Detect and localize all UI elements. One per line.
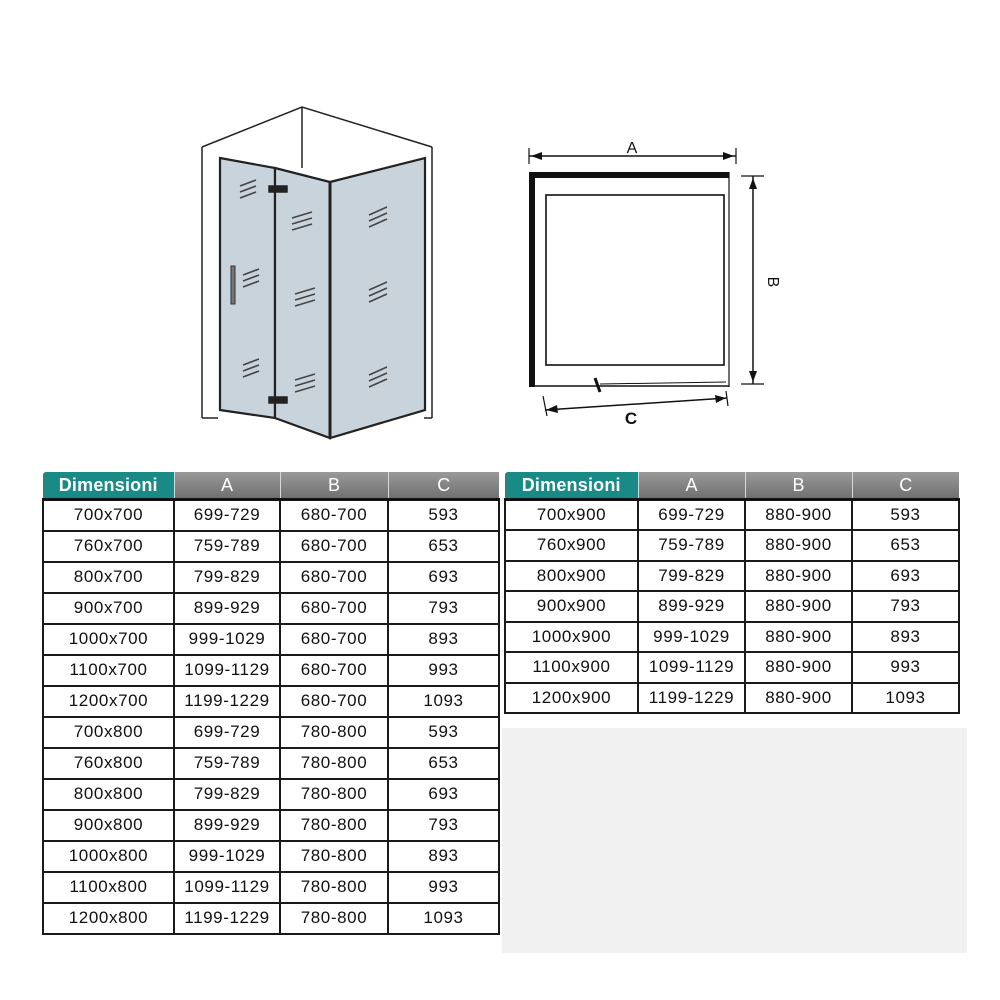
header-dimensioni: Dimensioni [43,472,174,500]
header-a: A [174,472,280,500]
cell-dimensioni: 900x800 [43,810,174,841]
table-row [505,683,959,714]
cell-a: 899-929 [174,593,280,624]
cell-b: 680-700 [280,531,388,562]
dimensions-table-right [504,472,960,714]
table-row [505,622,959,653]
table-row [43,903,499,934]
cell-c: 793 [388,593,499,624]
cell-a: 1199-1229 [638,683,745,714]
cell-dimensioni: 1000x900 [505,622,638,653]
table-row [505,652,959,683]
table-row [505,561,959,592]
cell-c: 993 [852,652,959,683]
cell-c: 593 [388,500,499,531]
table-row [43,717,499,748]
cell-a: 799-829 [174,562,280,593]
cell-c: 793 [388,810,499,841]
cell-a: 799-829 [638,561,745,592]
cell-a: 699-729 [174,717,280,748]
cell-a: 759-789 [174,748,280,779]
cell-dimensioni: 700x900 [505,500,638,531]
cell-dimensioni: 800x800 [43,779,174,810]
cell-b: 880-900 [745,500,852,531]
cell-dimensioni: 1100x700 [43,655,174,686]
cell-dimensioni: 1000x700 [43,624,174,655]
cell-b: 680-700 [280,686,388,717]
cell-c: 693 [388,779,499,810]
cell-b: 780-800 [280,903,388,934]
table-row [43,531,499,562]
shower-enclosure-3d [202,107,432,438]
cell-c: 693 [852,561,959,592]
cell-a: 999-1029 [174,624,280,655]
label-a: A [626,140,638,157]
cell-a: 1099-1129 [174,655,280,686]
cell-dimensioni: 700x800 [43,717,174,748]
cell-b: 680-700 [280,500,388,531]
cell-b: 880-900 [745,591,852,622]
header-c: C [852,472,959,500]
cell-c: 1093 [852,683,959,714]
cell-c: 653 [388,531,499,562]
product-illustration [0,0,1000,470]
table-row [43,872,499,903]
cell-b: 880-900 [745,683,852,714]
table-row [43,841,499,872]
cell-dimensioni: 1100x800 [43,872,174,903]
cell-b: 780-800 [280,717,388,748]
label-c: C [624,409,638,428]
cell-a: 1099-1129 [638,652,745,683]
cell-c: 893 [388,624,499,655]
cell-dimensioni: 760x800 [43,748,174,779]
table-row [505,500,959,531]
cell-c: 593 [388,717,499,748]
cell-dimensioni: 1200x900 [505,683,638,714]
cell-c: 893 [852,622,959,653]
table-header [43,472,499,500]
cell-dimensioni: 760x900 [505,530,638,561]
table-row [43,562,499,593]
cell-b: 780-800 [280,748,388,779]
cell-a: 999-1029 [174,841,280,872]
cell-dimensioni: 700x700 [43,500,174,531]
cell-b: 880-900 [745,622,852,653]
cell-b: 880-900 [745,652,852,683]
dimensions-table-left [42,472,500,935]
cell-a: 899-929 [174,810,280,841]
cell-a: 1199-1229 [174,686,280,717]
empty-panel [502,728,967,953]
cell-dimensioni: 760x700 [43,531,174,562]
cell-dimensioni: 1000x800 [43,841,174,872]
cell-c: 653 [388,748,499,779]
table-row [505,591,959,622]
cell-c: 793 [852,591,959,622]
header-dimensioni: Dimensioni [505,472,638,500]
cell-b: 780-800 [280,810,388,841]
table-header [505,472,959,500]
cell-c: 993 [388,872,499,903]
cell-b: 680-700 [280,655,388,686]
dimension-diagram [529,148,764,416]
cell-b: 880-900 [745,561,852,592]
cell-a: 899-929 [638,591,745,622]
cell-b: 680-700 [280,624,388,655]
cell-c: 593 [852,500,959,531]
label-b: B [764,276,781,288]
cell-a: 1099-1129 [174,872,280,903]
cell-dimensioni: 1100x900 [505,652,638,683]
cell-c: 893 [388,841,499,872]
cell-b: 680-700 [280,593,388,624]
cell-a: 699-729 [174,500,280,531]
cell-c: 693 [388,562,499,593]
header-a: A [638,472,745,500]
table-row [43,500,499,531]
table-row [43,810,499,841]
cell-c: 1093 [388,903,499,934]
table-row [43,779,499,810]
cell-dimensioni: 1200x700 [43,686,174,717]
cell-a: 759-789 [638,530,745,561]
header-c: C [388,472,499,500]
table-row [43,686,499,717]
cell-dimensioni: 800x700 [43,562,174,593]
table-row [505,530,959,561]
cell-c: 1093 [388,686,499,717]
cell-b: 780-800 [280,872,388,903]
header-b: B [280,472,388,500]
cell-b: 780-800 [280,779,388,810]
table-row [43,655,499,686]
cell-dimensioni: 900x900 [505,591,638,622]
table-row [43,748,499,779]
cell-a: 799-829 [174,779,280,810]
cell-c: 993 [388,655,499,686]
cell-a: 1199-1229 [174,903,280,934]
cell-a: 999-1029 [638,622,745,653]
cell-dimensioni: 1200x800 [43,903,174,934]
header-b: B [745,472,852,500]
cell-c: 653 [852,530,959,561]
cell-dimensioni: 900x700 [43,593,174,624]
cell-dimensioni: 800x900 [505,561,638,592]
table-row [43,593,499,624]
table-row [43,624,499,655]
cell-a: 759-789 [174,531,280,562]
cell-b: 680-700 [280,562,388,593]
cell-a: 699-729 [638,500,745,531]
cell-b: 780-800 [280,841,388,872]
cell-b: 880-900 [745,530,852,561]
